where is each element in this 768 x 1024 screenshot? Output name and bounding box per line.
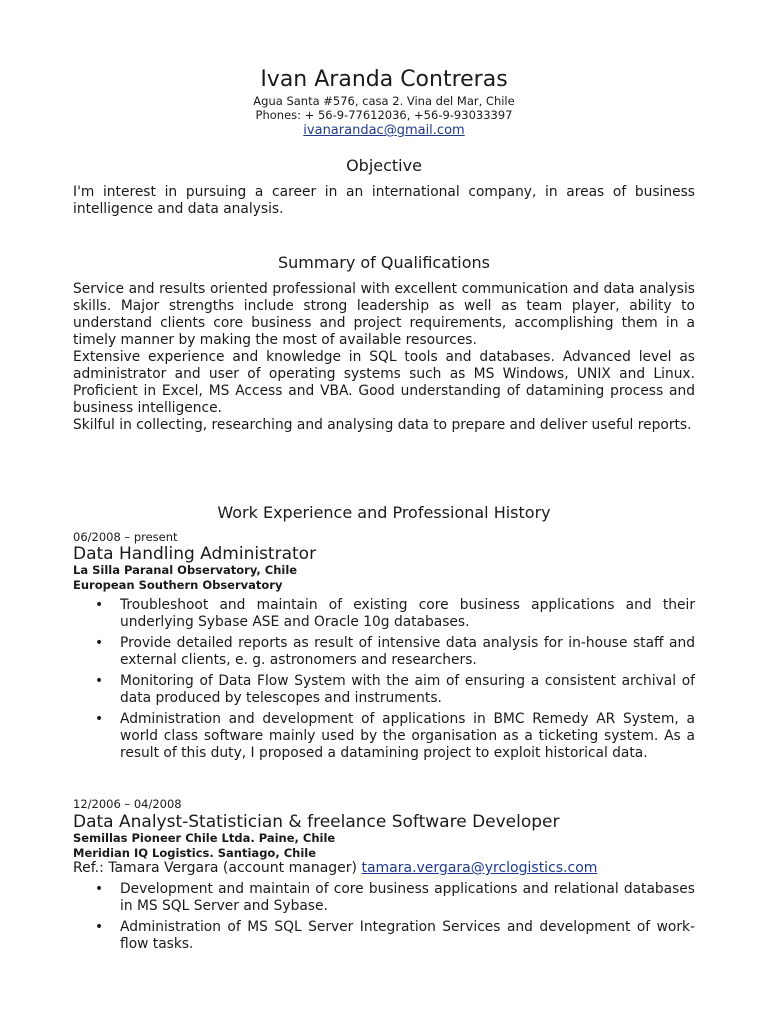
list-item <box>73 673 695 707</box>
qualifications-paragraph: Skilful in collecting, researching and analysing data to prepare and deliver useful reports. <box>73 417 692 433</box>
qualifications-paragraph: Service and results oriented professional with excellent communication and data analysis skills. Major strengths include strong leadership as well as team player, ability to understand clients core business and project requirements, accomplishing them in a timely manner by making the most of available resources. <box>73 281 695 348</box>
list-item <box>73 711 695 762</box>
list-item <box>73 635 695 669</box>
job-organisation: Semillas Pioneer Chile Ltda. Paine, Chile <box>73 831 336 845</box>
list-item <box>73 597 695 631</box>
objective-paragraph: I'm interest in pursuing a career in an international company, in areas of business intelligence and data analysis. <box>73 184 695 217</box>
bullet-icon: • <box>95 597 104 613</box>
job-reference <box>73 860 597 877</box>
job-bullets <box>73 881 695 953</box>
job-dates: 06/2008 – present <box>73 530 178 544</box>
email-link[interactable]: ivanarandac@gmail.com <box>303 123 465 138</box>
email-line <box>0 122 768 140</box>
list-item <box>73 881 695 915</box>
bullet-icon: • <box>95 919 104 935</box>
reference-label: Ref.: Tamara Vergara (account manager) <box>73 860 357 876</box>
objective-text <box>73 184 695 218</box>
candidate-name: Ivan Aranda Contreras <box>260 67 508 92</box>
job-organisation: La Silla Paranal Observatory, Chile <box>73 563 298 577</box>
objective-heading: Objective <box>346 156 422 175</box>
list-item-text: Troubleshoot and maintain of existing core business applications and their underlying Sybase ASE and Oracle 10g databases. <box>120 597 695 630</box>
job-title: Data Handling Administrator <box>73 544 317 564</box>
job-title: Data Analyst-Statistician & freelance Software Developer <box>73 812 560 832</box>
list-item-text: Administration of MS SQL Server Integration Services and development of work-flow tasks. <box>120 919 695 952</box>
bullet-icon: • <box>95 711 104 727</box>
qualifications-heading: Summary of Qualifications <box>277 253 490 272</box>
job-bullets <box>73 597 695 762</box>
address: Agua Santa #576, casa 2. Vina del Mar, Chile <box>253 94 515 108</box>
qualifications-paragraph: Extensive experience and knowledge in SQL tools and databases. Advanced level as administrator and user of operating systems such as MS Windows, UNIX and Linux. Proficient in Excel, MS Access and VBA. Good understanding of datamining process and business intelligence. <box>73 349 695 416</box>
list-item-text: Provide detailed reports as result of intensive data analysis for in-house staff and external clients, e. g. astronomers and researchers. <box>120 635 695 668</box>
job-organisation: European Southern Observatory <box>73 578 283 592</box>
work-heading: Work Experience and Professional History <box>217 503 551 522</box>
list-item <box>73 919 695 953</box>
reference-email-link[interactable]: tamara.vergara@yrclogistics.com <box>361 860 598 876</box>
phones: Phones: + 56-9-77612036, +56-9-93033397 <box>255 108 513 122</box>
qualifications-text <box>73 281 695 434</box>
list-item-text: Monitoring of Data Flow System with the aim of ensuring a consistent archival of data produced by telescopes and instruments. <box>120 673 695 706</box>
job-dates: 12/2006 – 04/2008 <box>73 797 182 811</box>
bullet-icon: • <box>95 673 104 689</box>
list-item-text: Development and maintain of core business applications and relational databases in MS SQL Server and Sybase. <box>120 881 695 914</box>
job-organisation: Meridian IQ Logistics. Santiago, Chile <box>73 846 317 860</box>
list-item-text: Administration and development of applications in BMC Remedy AR System, a world class software mainly used by the organisation as a ticketing system. As a result of this duty, I proposed a datamining project to exploit historical data. <box>120 711 695 761</box>
bullet-icon: • <box>95 635 104 651</box>
bullet-icon: • <box>95 881 104 897</box>
